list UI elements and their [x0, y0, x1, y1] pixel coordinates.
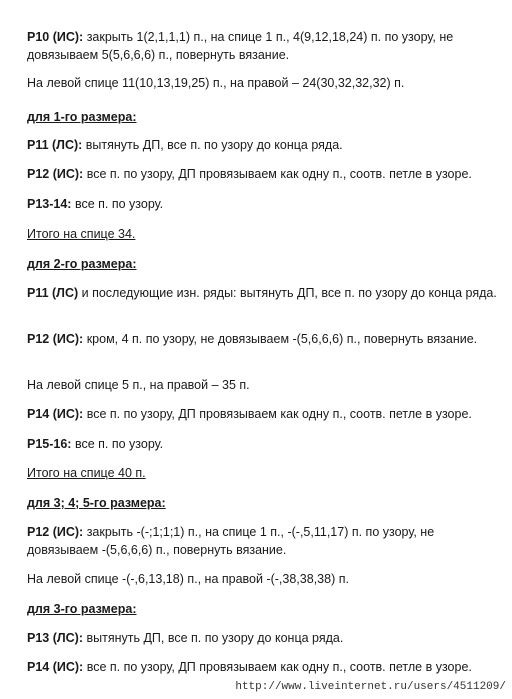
row-r13-14 — [27, 195, 497, 213]
row-text: все п. по узору. — [71, 437, 164, 451]
row-r15-16 — [27, 435, 497, 453]
total-line-1: Итого на спице 34. — [27, 227, 136, 241]
row-text: и последующие изн. ряды: вытянуть ДП, все п. по узору до конца ряда. — [78, 286, 497, 300]
row-r11 — [27, 136, 497, 154]
row-text: кром, 4 п. по узору, не довязываем -(5,6,6,6) п., повернуть вязание. — [83, 332, 478, 346]
row-r12-2 — [27, 330, 497, 348]
row-text: все п. по узору, ДП провязываем как одну п., соотв. петле в узоре. — [83, 167, 472, 181]
row-label: Р13-14: — [27, 197, 72, 211]
row-text: все п. по узору. — [71, 197, 164, 211]
row-text: все п. по узору, ДП провязываем как одну п., соотв. петле в узоре. — [83, 407, 472, 421]
row-text: закрыть -(-;1;1;1) п., на спице 1 п., -(-,5,11,17) п. по узору, не довязываем -(5,6,6,6) п., повернуть вязание. — [27, 525, 435, 557]
row-label: Р13 (ЛС): — [27, 631, 83, 645]
row-text: На левой спице 5 п., на правой – 35 п. — [27, 378, 250, 392]
row-text: На левой спице 11(10,13,19,25) п., на правой – 24(30,32,32,32) п. — [27, 76, 405, 90]
row-r10 — [27, 28, 497, 64]
row-text: вытянуть ДП, все п. по узору до конца ряда. — [82, 138, 343, 152]
row-label: Р12 (ИС): — [27, 332, 84, 346]
row-r14-3 — [27, 658, 497, 676]
row-label: Р15-16: — [27, 437, 72, 451]
row-r13-3 — [27, 629, 497, 647]
row-label: Р14 (ИС): — [27, 660, 84, 674]
row-label: Р12 (ИС): — [27, 167, 84, 181]
row-label: Р14 (ИС): — [27, 407, 84, 421]
row-label: Р11 (ЛС): — [27, 138, 83, 152]
size-heading-3: для 3-го размера: — [27, 602, 137, 616]
row-r14 — [27, 405, 497, 423]
row-text: закрыть 1(2,1,1,1) п., на спице 1 п., 4(9,12,18,24) п. по узору, не довязываем 5(5,6,6,6) п., повернуть вязание. — [27, 30, 454, 62]
source-watermark: http://www.liveinternet.ru/users/4511209/ — [235, 681, 506, 693]
row-text: На левой спице -(-,6,13,18) п., на правой -(-,38,38,38) п. — [27, 572, 349, 586]
total-line-2: Итого на спице 40 п. — [27, 466, 146, 480]
row-r12-3 — [27, 523, 497, 559]
row-r11-2 — [27, 284, 497, 302]
row-r12 — [27, 165, 497, 183]
row-label: Р10 (ИС): — [27, 30, 84, 44]
size-heading-3-4-5: для 3; 4; 5-го размера: — [27, 496, 166, 510]
row-label: Р11 (ЛС) — [27, 286, 79, 300]
row-text: все п. по узору, ДП провязываем как одну п., соотв. петле в узоре. — [83, 660, 472, 674]
row-text: вытянуть ДП, все п. по узору до конца ряда. — [83, 631, 344, 645]
stitch-count-line-3 — [27, 570, 497, 588]
size-heading-1: для 1-го размера: — [27, 110, 137, 124]
size-heading-2: для 2-го размера: — [27, 257, 137, 271]
stitch-count-line — [27, 74, 497, 92]
stitch-count-line-2 — [27, 376, 497, 394]
row-label: Р12 (ИС): — [27, 525, 84, 539]
